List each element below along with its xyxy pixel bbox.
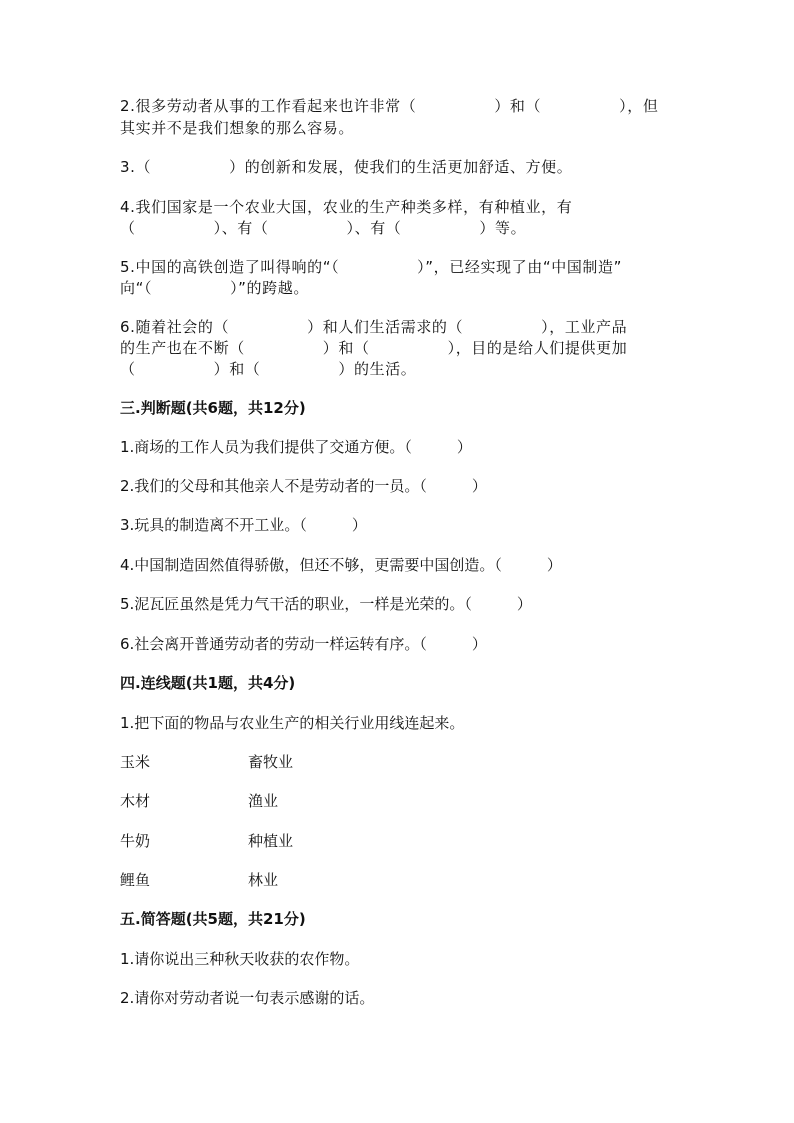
q6-line2: 的生产也在不断（ ）和（ ），目的是给人们提供更加 [120,339,628,357]
match-right-item: 种植业 [248,832,294,850]
q4-line1: 4.我们国家是一个农业大国，农业的生产种类多样，有种植业，有 [120,198,573,216]
section4-question: 1.把下面的物品与农业生产的相关行业用线连起来。 [120,714,465,732]
section3-item-6: 6.社会离开普通劳动者的劳动一样运转有序。（ ） [120,635,487,653]
q3-line1: 3.（ ）的创新和发展，使我们的生活更加舒适、方便。 [120,158,573,176]
match-left-item: 木材 [120,792,151,810]
q6-line1: 6.随着社会的（ ）和人们生活需求的（ ），工业产品 [120,318,628,336]
match-row [120,869,680,891]
q2-line2: 其实并不是我们想象的那么容易。 [120,119,355,137]
match-left-item: 鲤鱼 [120,871,151,889]
q2-line1: 2.很多劳动者从事的工作看起来也许非常（ ）和（ ），但 [120,97,659,115]
match-left-item: 玉米 [120,753,151,771]
section3-title: 三.判断题(共6题，共12分) [120,399,306,417]
q4-line2: （ ）、有（ ）、有（ ）等。 [120,219,527,237]
match-right-item: 渔业 [248,792,279,810]
q6-line3: （ ）和（ ）的生活。 [120,360,417,378]
match-row [120,830,680,852]
section3-item-4: 4.中国制造固然值得骄傲，但还不够，更需要中国创造。（ ） [120,556,562,574]
section5-title: 五.简答题(共5题，共21分) [120,910,306,928]
section3-item-5: 5.泥瓦匠虽然是凭力气干活的职业，一样是光荣的。（ ） [120,595,532,613]
section5-item-1: 1.请你说出三种秋天收获的农作物。 [120,950,360,968]
match-right-item: 林业 [248,871,279,889]
q5-line1: 5.中国的高铁创造了叫得响的“（ ）”，已经实现了由“中国制造” [120,258,622,276]
section3-item-3: 3.玩具的制造离不开工业。（ ） [120,516,367,534]
match-left-item: 牛奶 [120,832,151,850]
match-row [120,790,680,812]
section3-item-1: 1.商场的工作人员为我们提供了交通方便。（ ） [120,438,472,456]
q5-line2: 向“（ ）”的跨越。 [120,279,309,297]
match-right-item: 畜牧业 [248,753,294,771]
match-row [120,751,680,773]
section3-item-2: 2.我们的父母和其他亲人不是劳动者的一员。（ ） [120,477,487,495]
section5-item-2: 2.请你对劳动者说一句表示感谢的话。 [120,989,375,1007]
section4-title: 四.连线题(共1题，共4分) [120,674,296,692]
